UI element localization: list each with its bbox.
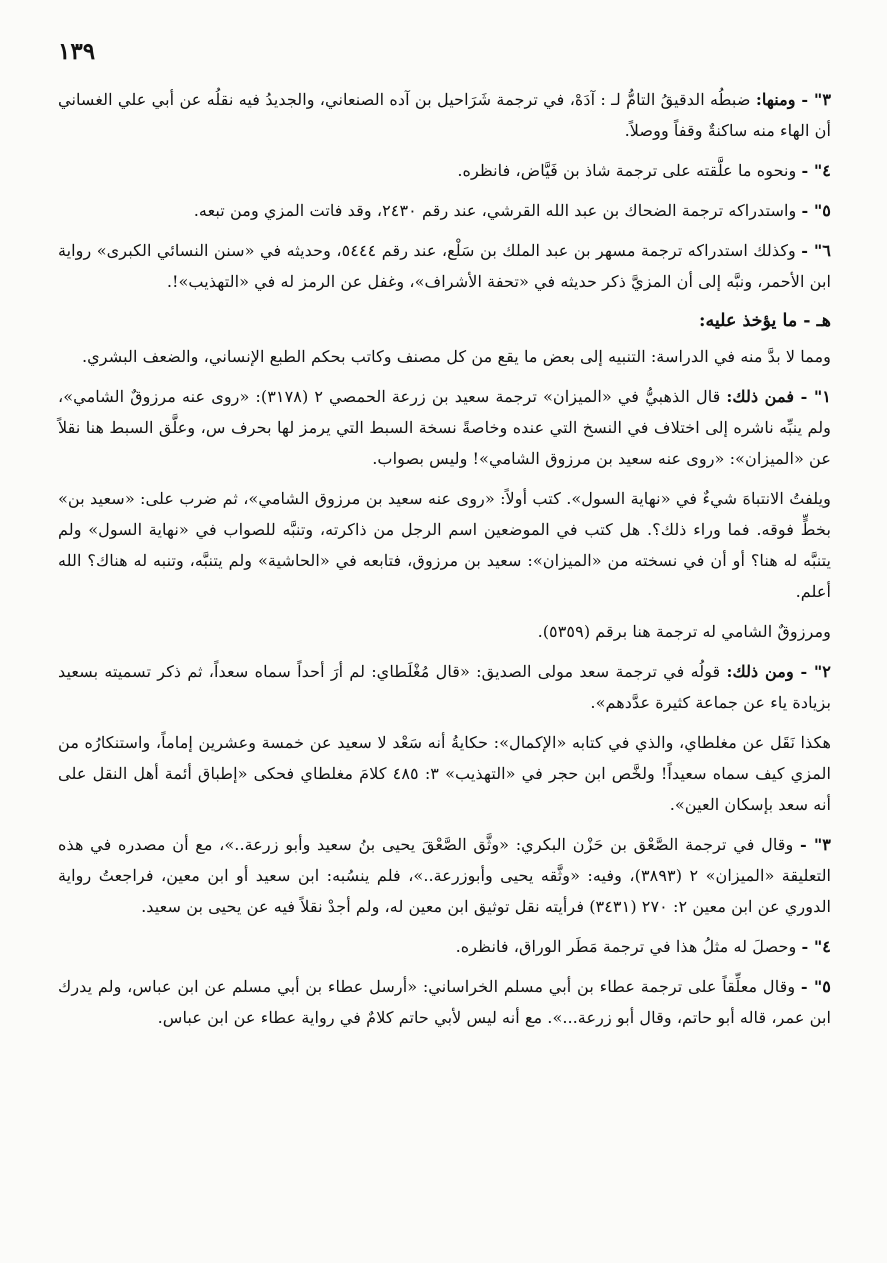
paragraph bbox=[58, 931, 831, 962]
paragraph bbox=[58, 84, 831, 146]
paragraph bbox=[58, 727, 831, 820]
paragraph-text: هكذا نَقَل عن مغلطاي، والذي في كتابه «الإكمال»: حكايةُ أنه سَعْد لا سعيد عن خمسة وعشرين إماماً، واستنكارُه من المزي كيف سماه سعيداً! ولخَّص ابن حجر في «التهذيب» ٣: ٤٨٥ كلامَ مغلطاي فحكى «إطباق أئمة أهل النقل على أنه سعد بإسكان العين». bbox=[58, 733, 831, 814]
paragraph-lead: ٥" - bbox=[801, 201, 831, 220]
paragraph bbox=[58, 235, 831, 297]
paragraph-lead: ١" - فمن ذلك: bbox=[726, 387, 831, 406]
paragraph-lead: ٣" - bbox=[800, 835, 831, 854]
paragraph bbox=[58, 483, 831, 607]
paragraph bbox=[58, 341, 831, 372]
paragraph bbox=[58, 829, 831, 922]
paragraph-text: قال الذهبيُّ في «الميزان» ترجمة سعيد بن زرعة الحمصي ٢ (٣١٧٨): «روى عنه مرزوقٌ الشامي»، ولم ينبِّه ناشره إلى اختلاف في النسخ التي عنده وخاصةً نسخة السبط التي يرمز لها بحرف س، وعلَّق السبط هنا نقلاً عن «الميزان»: «روى عنه سعيد بن مرزوق الشامي»! وليس بصواب. bbox=[58, 387, 831, 468]
section-heading: هـ - ما يؤخذ عليه: bbox=[699, 311, 831, 331]
paragraph-lead: ٤" - bbox=[801, 937, 831, 956]
page-body bbox=[58, 84, 831, 1042]
paragraph-text: وقال معلِّقاً على ترجمة عطاء بن أبي مسلم الخراساني: «أرسل عطاء بن أبي مسلم عن ابن عباس، ولم يدرك ابن عمر، قاله أبو حاتم، وقال أبو زرعة...». مع أنه ليس لأبي حاتم كلامٌ في رواية عطاء عن ابن عباس. bbox=[58, 977, 831, 1027]
page-number: ١٣٩ bbox=[58, 38, 96, 65]
paragraph-text: ونحوه ما علَّقته على ترجمة شاذ بن فَيَّاض، فانظره. bbox=[457, 161, 802, 180]
paragraph-text: ضبطُه الدقيقُ التامُّ لـ : آدَهْ، في ترجمة شَرَاحيل بن آده الصنعاني، والجديدُ فيه نقلُه عن أبي علي الغساني أن الهاء منه ساكنةٌ وقفاً ووصلاً. bbox=[58, 90, 831, 140]
paragraph-text: ومرزوقٌ الشامي له ترجمة هنا برقم (٥٣٥٩). bbox=[537, 622, 831, 641]
paragraph-text: ومما لا بدَّ منه في الدراسة: التنبيه إلى بعض ما يقع من كل مصنف وكاتب بحكم الطبع الإنساني، والضعف البشري. bbox=[81, 347, 831, 366]
paragraph bbox=[58, 971, 831, 1033]
paragraph-text: وقال في ترجمة الصَّعْق بن حَزْن البكري: «وثَّق الصَّعْقَ يحيى بنُ سعيد وأبو زرعة..»، مع أن مصدره في هذه التعليقة «الميزان» ٢ (٣٨٩٣)، وفيه: «وثَّقه يحيى وأبوزرعة..»، فلم ينسُبه: ابن سعيد أو ابن معين، فراجعتُ رواية الدوري عن ابن معين ٢: ٢٧٠ (٣٤٣١) فرأيته نقل توثيق ابن معين له، ولم أجدْ نقلاً فيه عن يحيى بن سعيد. bbox=[58, 835, 832, 916]
paragraph-text: وكذلك استدراكه ترجمة مسهر بن عبد الملك بن سَلْع، عند رقم ٥٤٤٤، وحديثه في «سنن النسائي الكبرى» رواية ابن الأحمر، ونبَّه إلى أن المزيَّ ذكر حديثه في «تحفة الأشراف»، وغفل عن الرمز له في «التهذيب»!. bbox=[58, 241, 831, 291]
paragraph bbox=[58, 656, 831, 718]
paragraph bbox=[58, 155, 831, 186]
paragraph-lead: ٦" - bbox=[801, 241, 831, 260]
paragraph bbox=[58, 195, 831, 226]
paragraph-text: قولُه في ترجمة سعد مولى الصديق: «قال مُغْلَطاي: لم أرَ أحداً سماه سعداً، ثم ذكر تسميته بسعيد بزيادة ياء عن جماعة كثيرة عدَّدهم». bbox=[58, 662, 831, 712]
paragraph-lead: ٥" - bbox=[800, 977, 831, 996]
paragraph-text: ويلفتُ الانتباهَ شيءٌ في «نهاية السول». كتب أولاً: «روى عنه سعيد بن مرزوق الشامي»، ثم ضرب على: «سعيد بن» بخطٍّ فوقه. فما وراء ذلك؟. هل كتب في الموضعين اسم الرجل من ذاكرته، وتنبَّه للصواب في «نهاية السول» ولم يتنبَّه له هنا؟ أو أن في نسخته من «الميزان»: سعيد بن مرزوق، فتابعه في «الحاشية» ولم يتنبَّه، وتنبه له هناك؟ الله أعلم. bbox=[58, 489, 831, 601]
paragraph bbox=[58, 616, 831, 647]
paragraph-lead: ٢" - ومن ذلك: bbox=[726, 662, 831, 681]
paragraph-lead: ٣" - ومنها: bbox=[755, 90, 832, 109]
paragraph-text: واستدراكه ترجمة الضحاك بن عبد الله القرشي، عند رقم ٢٤٣٠، وقد فاتت المزي ومن تبعه. bbox=[193, 201, 802, 220]
paragraph-lead: ٤" - bbox=[801, 161, 831, 180]
paragraph-text: وحصلَ له مثلُ هذا في ترجمة مَطَر الوراق، فانظره. bbox=[455, 937, 802, 956]
paragraph bbox=[58, 381, 831, 474]
